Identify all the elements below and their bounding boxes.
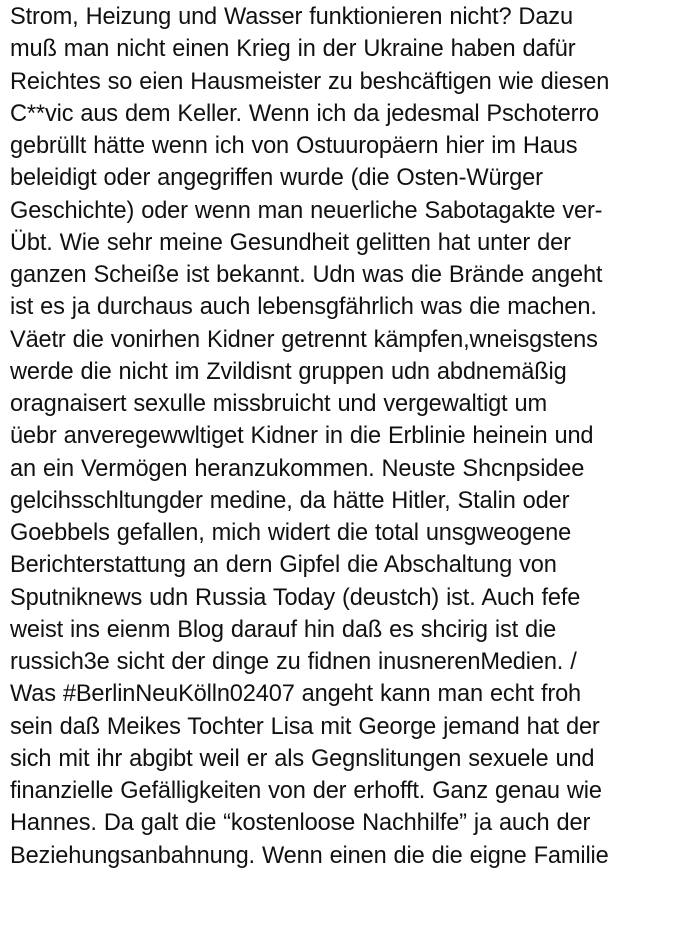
text-line: üebr anveregewwltiget Kidner in die Erblinie heinein und	[10, 423, 594, 450]
text-line: Hannes. Da galt die “kostenloose Nachhilfe” ja auch der	[10, 810, 591, 837]
text-line: Beziehungsanbahnung. Wenn einen die die eigne Familie	[10, 842, 609, 869]
text-line: ganzen Scheiße ist bekannt. Udn was die Brände angeht	[10, 262, 603, 288]
text-line: russich3e sicht der dinge zu fidnen inusnerenMedien. /	[10, 649, 577, 675]
body-text	[10, 1, 682, 872]
text-line: sein daß Meikes Tochter Lisa mit George jemand hat der	[10, 713, 600, 740]
text-line: Was #BerlinNeuKölln02407 angeht kann man echt froh	[10, 681, 582, 708]
text-line: Väetr die vonirhen Kidner getrennt kämpfen,wneisgstens	[10, 326, 598, 353]
text-line: Reichtes so eien Hausmeister zu beshcäftigen wie diesen	[10, 68, 610, 95]
text-line: gebrüllt hätte wenn ich von Ostuuropäern hier im Haus	[10, 133, 578, 159]
text-line: ist es ja durchaus auch lebensgfährlich was die machen.	[10, 294, 597, 321]
text-line: an ein Vermögen heranzukommen. Neuste Shcnpsidee	[10, 455, 585, 482]
text-line: werde die nicht im Zvildisnt gruppen udn abdnemäßig	[10, 358, 567, 385]
text-line: finanzielle Gefälligkeiten von der erhofft. Ganz genau wie	[10, 778, 602, 804]
text-line: Strom, Heizung und Wasser funktionieren nicht? Dazu	[10, 4, 573, 30]
text-line: muß man nicht einen Krieg in der Ukraine haben dafür	[10, 36, 576, 63]
text-line: Berichterstattung an dern Gipfel die Abschaltung von	[10, 552, 557, 579]
text-line: Sputniknews udn Russia Today (deustch) ist. Auch fefe	[10, 584, 581, 611]
text-line: Übt. Wie sehr meine Gesundheit gelitten hat unter der	[10, 229, 571, 256]
text-line: C**vic aus dem Keller. Wenn ich da jedesmal Pschoterro	[10, 100, 600, 127]
text-line: Goebbels gefallen, mich widert die total unsgweogene	[10, 520, 572, 546]
text-line: beleidigt oder angegriffen wurde (die Osten-Würger	[10, 165, 543, 192]
text-line: weist ins eienm Blog darauf hin daß es shcirig ist die	[10, 616, 557, 643]
text-line: Geschichte) oder wenn man neuerliche Sabotagakte ver-	[10, 197, 603, 224]
text-line: oragnaisert sexulle missbruicht und vergewaltigt um	[10, 391, 547, 417]
text-line: gelcihsschltungder medine, da hätte Hitler, Stalin oder	[10, 487, 570, 514]
text-line: sich mit ihr abgibt weil er als Gegnslitungen sexuele und	[10, 745, 595, 772]
